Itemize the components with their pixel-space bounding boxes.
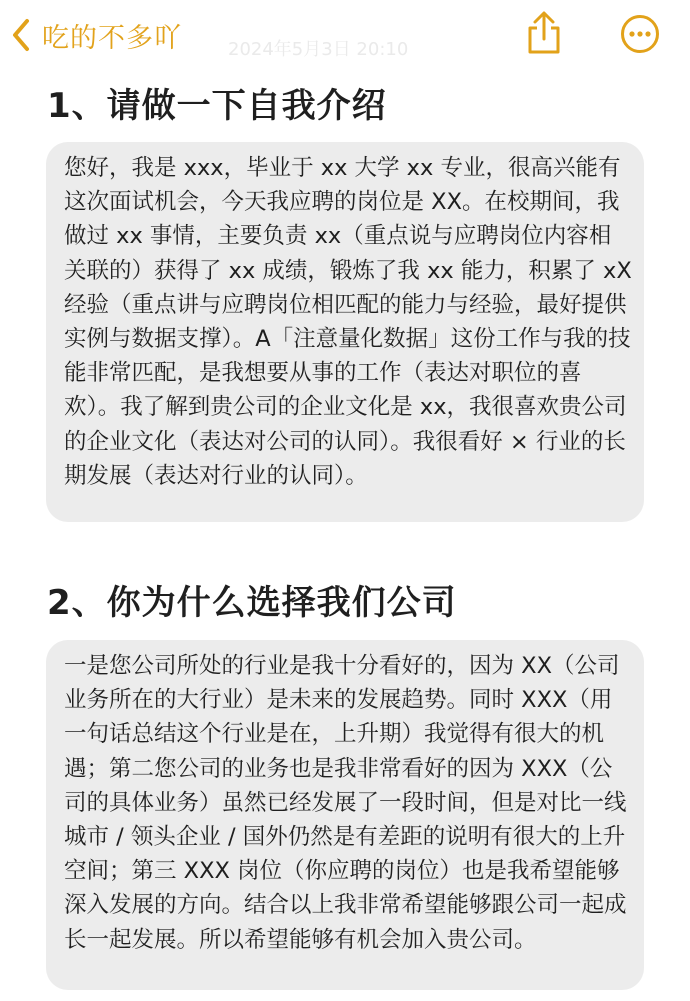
back-label: 吃的不多吖 — [42, 22, 182, 54]
note-timestamp: 2024年5月3日 20:10 — [228, 39, 409, 60]
share-button[interactable] — [524, 10, 564, 56]
answer-text[interactable]: 您好，我是 xxx，毕业于 xx 大学 xx 专业，很高兴能有 这次面试机会，今天我应聘的岗位是 XX。在校期间，我做过 xx 事情，主要负责 xx（重点说与应聘岗位内容相关联的）获得了 xx 成绩，锻炼了我 xx 能力，积累了 xX 经验（重点讲与应聘岗位相匹配的能力与经验，最好提供实例与数据支撑）。A「注意量化数据」这份工作与我的技能非常匹配，是我想要从事的工作（表达对职位的喜欢）。我了解到贵公司的企业文化是 xx，我很喜欢贵公司的企业文化（表达对公司的认同）。我很看好 × 行业的长期发展（表达对行业的认同）。 — [64, 155, 639, 489]
answer-block — [46, 142, 644, 522]
section-heading: 1、请做一下自我介绍 — [47, 86, 387, 126]
back-button[interactable] — [10, 12, 182, 58]
answer-text[interactable]: 一是您公司所处的行业是我十分看好的，因为 XX（公司业务所在的大行业）是未来的发展趋势。同时 XXX（用一句话总结这个行业是在，上升期）我觉得有很大的机遇；第二您公司的业务也是我非常看好的因为 XXX（公司的具体业务）虽然已经发展了一段时间，但是对比一线城市 / 领头企业 / 国外仍然是有差距的说明有很大的上升空间；第三 XXX 岗位（你应聘的岗位）也是我希望能够 深入发展的方向。结合以上我非常希望能够跟公司一起成长一起发展。所以希望能够有机会加入贵公司。 — [64, 653, 627, 953]
chevron-left-icon — [10, 17, 32, 53]
section-heading: 2、你为什么选择我们公司 — [47, 583, 457, 623]
more-button[interactable] — [620, 14, 660, 54]
top-nav-bar — [0, 0, 690, 78]
answer-block — [46, 640, 644, 990]
more-icon — [620, 39, 660, 58]
share-icon — [524, 41, 564, 60]
